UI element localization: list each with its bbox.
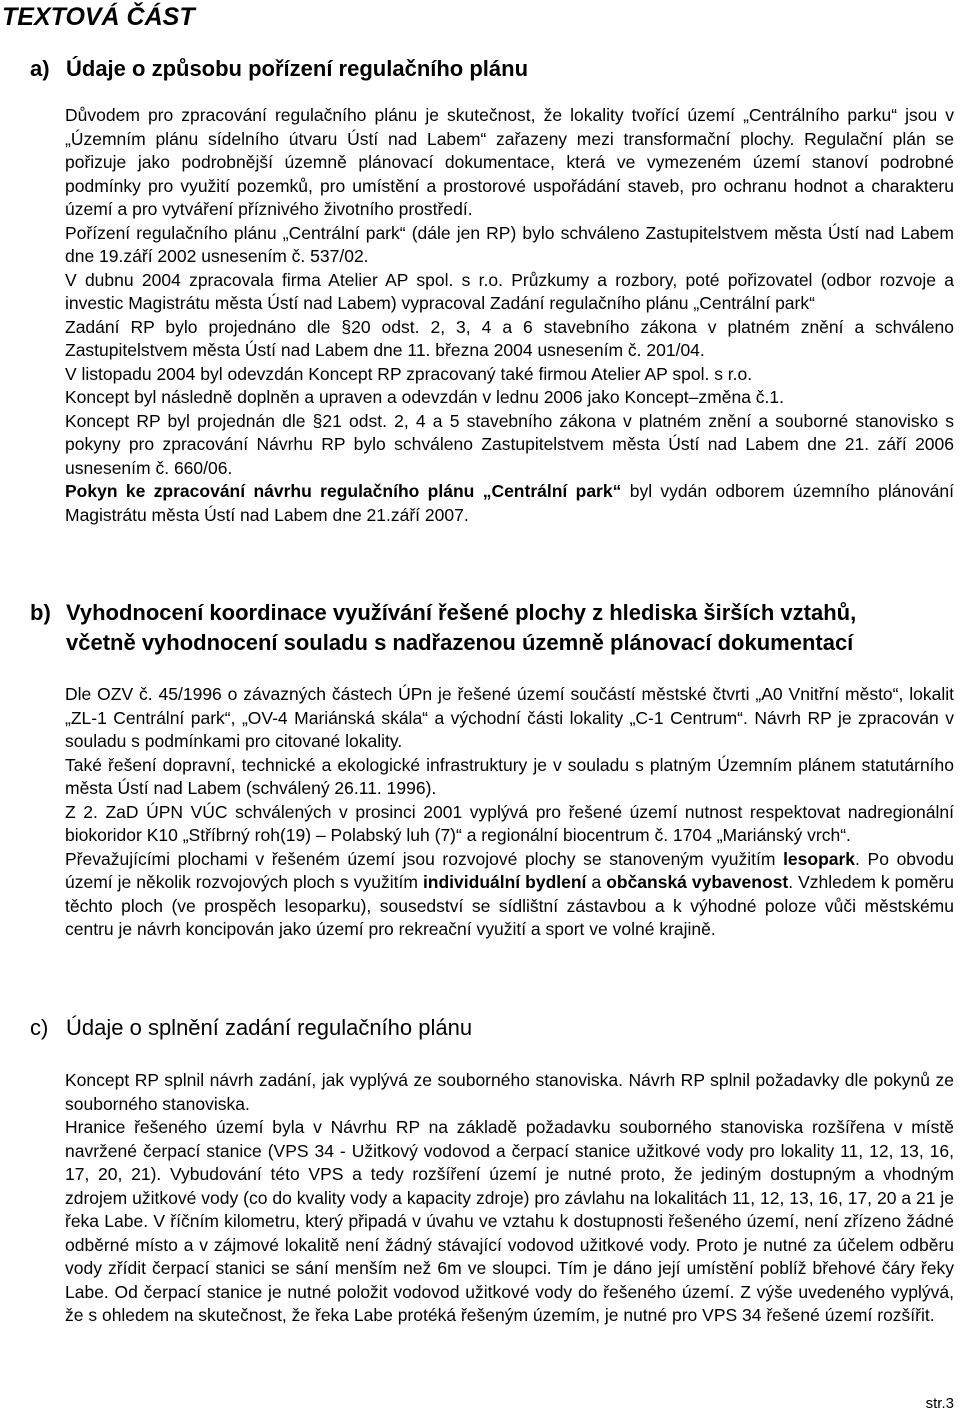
bold-text: lesopark <box>783 848 856 869</box>
paragraph: Převažujícími plochami v řešeném území jsou rozvojové plochy se stanoveným využitím lesopark. Po obvodu území je několik rozvojových ploch s využitím individuální bydlení a občanská vybavenost. Vzhledem k poměru těchto ploch (ve prospěch lesoparku), sousedství se sídlištní zástavbou a k výhodné poloze vůči městskému centru je návrh koncipován jako území pro rekreační využití a sport ve volné krajině. <box>65 848 954 939</box>
section-b-label: b) <box>30 600 51 625</box>
page-number: str.3 <box>925 1395 954 1412</box>
section-c-heading <box>30 1013 472 1043</box>
section-a-heading <box>30 54 528 84</box>
bold-text: Pokyn ke zpracování návrhu regulačního plánu „Centrální park“ <box>65 481 622 501</box>
section-b-title: Vyhodnocení koordinace využívání řešené plochy z hlediska širších vztahů, včetně vyhodnocení souladu s nadřazenou územně plánovací dokumentací <box>66 600 857 655</box>
paragraph: Z 2. ZaD ÚPN VÚC schválených v prosinci 2001 vyplývá pro řešené území nutnost respektovat nadregionální biokoridor K10 „Stříbrný roh(19) – Polabský luh (7)“ a regionální biocentrum č. 1704 „Mariánský vrch“. <box>65 801 954 845</box>
section-c-title: Údaje o splnění zadání regulačního plánu <box>66 1015 473 1040</box>
bold-text: občanská vybavenost <box>606 872 789 892</box>
paragraph: Důvodem pro zpracování regulačního plánu je skutečnost, že lokality tvořící území „Centrálního parku“ jsou v „Územním plánu sídelního útvaru Ústí nad Labem“ zařazeny mezi transformační plochy. Regulační plán se pořizuje jako podrobnější územně plánovací dokumentace, která ve vymezeném území stanoví podrobné podmínky pro využití pozemků, pro umístění a prostorové uspořádání staveb, pro ochranu hodnot a charakteru území a pro vytváření příznivého životního prostředí. <box>65 105 954 219</box>
section-a-title: Údaje o způsobu pořízení regulačního plánu <box>66 56 529 81</box>
paragraph: V listopadu 2004 byl odevzdán Koncept RP zpracovaný také firmou Atelier AP spol. s r.o. <box>65 363 753 384</box>
paragraph: Dle OZV č. 45/1996 o závazných částech ÚPn je řešené území součástí městské čtvrti „A0 Vnitřní město“, lokalit „ZL-1 Centrální park“, „OV-4 Mariánská skála“ a východní části lokality „C-1 Centrum“. Návrh RP je zpracován v souladu s podmínkami pro citované lokality. <box>65 684 954 751</box>
page-title: TEXTOVÁ ČÁST <box>2 3 195 31</box>
paragraph: Zadání RP bylo projednáno dle §20 odst. 2, 3, 4 a 6 stavebního zákona v platném znění a schváleno Zastupitelstvem města Ústí nad Labem dne 11. března 2004 usnesením č. 201/04. <box>65 316 954 360</box>
bold-text: individuální bydlení <box>422 872 587 892</box>
paragraph: Koncept byl následně doplněn a upraven a odevzdán v lednu 2006 jako Koncept–změna č.1. <box>65 387 784 407</box>
paragraph: Pokyn ke zpracování návrhu regulačního plánu „Centrální park“ byl vydán odborem územního plánování Magistrátu města Ústí nad Labem dne 21.září 2007. <box>65 481 954 525</box>
section-b-body <box>65 683 954 942</box>
paragraph: V dubnu 2004 zpracovala firma Atelier AP spol. s r.o. Průzkumy a rozbory, poté pořizovatel (odbor rozvoje a investic Magistrátu města Ústí nad Labem) vypracoval Zadání regulačního plánu „Centrální park“ <box>65 269 954 313</box>
section-a-label: a) <box>30 56 50 81</box>
paragraph: Také řešení dopravní, technické a ekologické infrastruktury je v souladu s platným Územním plánem statutárního města Ústí nad Labem (schválený 26.11. 1996). <box>65 754 954 798</box>
section-c-label: c) <box>30 1015 49 1040</box>
section-b-heading <box>30 598 930 658</box>
paragraph: Koncept RP splnil návrh zadání, jak vyplývá ze souborného stanoviska. Návrh RP splnil požadavky dle pokynů ze souborného stanoviska. <box>65 1070 954 1114</box>
section-a-body <box>65 104 954 527</box>
paragraph: Hranice řešeného území byla v Návrhu RP na základě požadavku souborného stanoviska rozšířena v místě navržené čerpací stanice (VPS 34 - Užitkový vodovod a čerpací stanice užitkové vody pro lokality 11, 12, 13, 16, 17, 20, 21). Vybudování této VPS a tedy rozšíření území je nutné proto, že jediným dostupným a vhodným zdrojem užitkové vody (co do kvality vody a kapacity zdroje) pro závlahu na lokalitách 11, 12, 13, 16, 17, 20 a 21 je řeka Labe. V říčním kilometru, který připadá v úvahu ve vztahu k dostupnosti řešeného území, není zřízeno žádné odběrné místo a v zájmové lokalitě není žádný stávající vodovod užitkové vody. Proto je nutné za účelem odběru vody zřídit čerpací stanici se sání menším než 6m ve sloupci. Tím je dáno její umístění poblíž břehové čáry řeky Labe. Od čerpací stanice je nutné položit vodovod užitkové vody do řešeného území. Z výše uvedeného vyplývá, že s ohledem na skutečnost, že řeka Labe protéká řešeným územím, je nutné pro VPS 34 řešené území rozšířit. <box>65 1117 954 1325</box>
paragraph: Koncept RP byl projednán dle §21 odst. 2, 4 a 5 stavebního zákona v platném znění a souborné stanovisko s pokyny pro zpracování Návrhu RP bylo schváleno Zastupitelstvem města Ústí nad Labem dne 21. září 2006 usnesením č. 660/06. <box>65 410 954 478</box>
paragraph: Pořízení regulačního plánu „Centrální park“ (dále jen RP) bylo schváleno Zastupitelstvem města Ústí nad Labem dne 19.září 2002 usnesením č. 537/02. <box>65 222 954 266</box>
section-c-body <box>65 1069 954 1328</box>
